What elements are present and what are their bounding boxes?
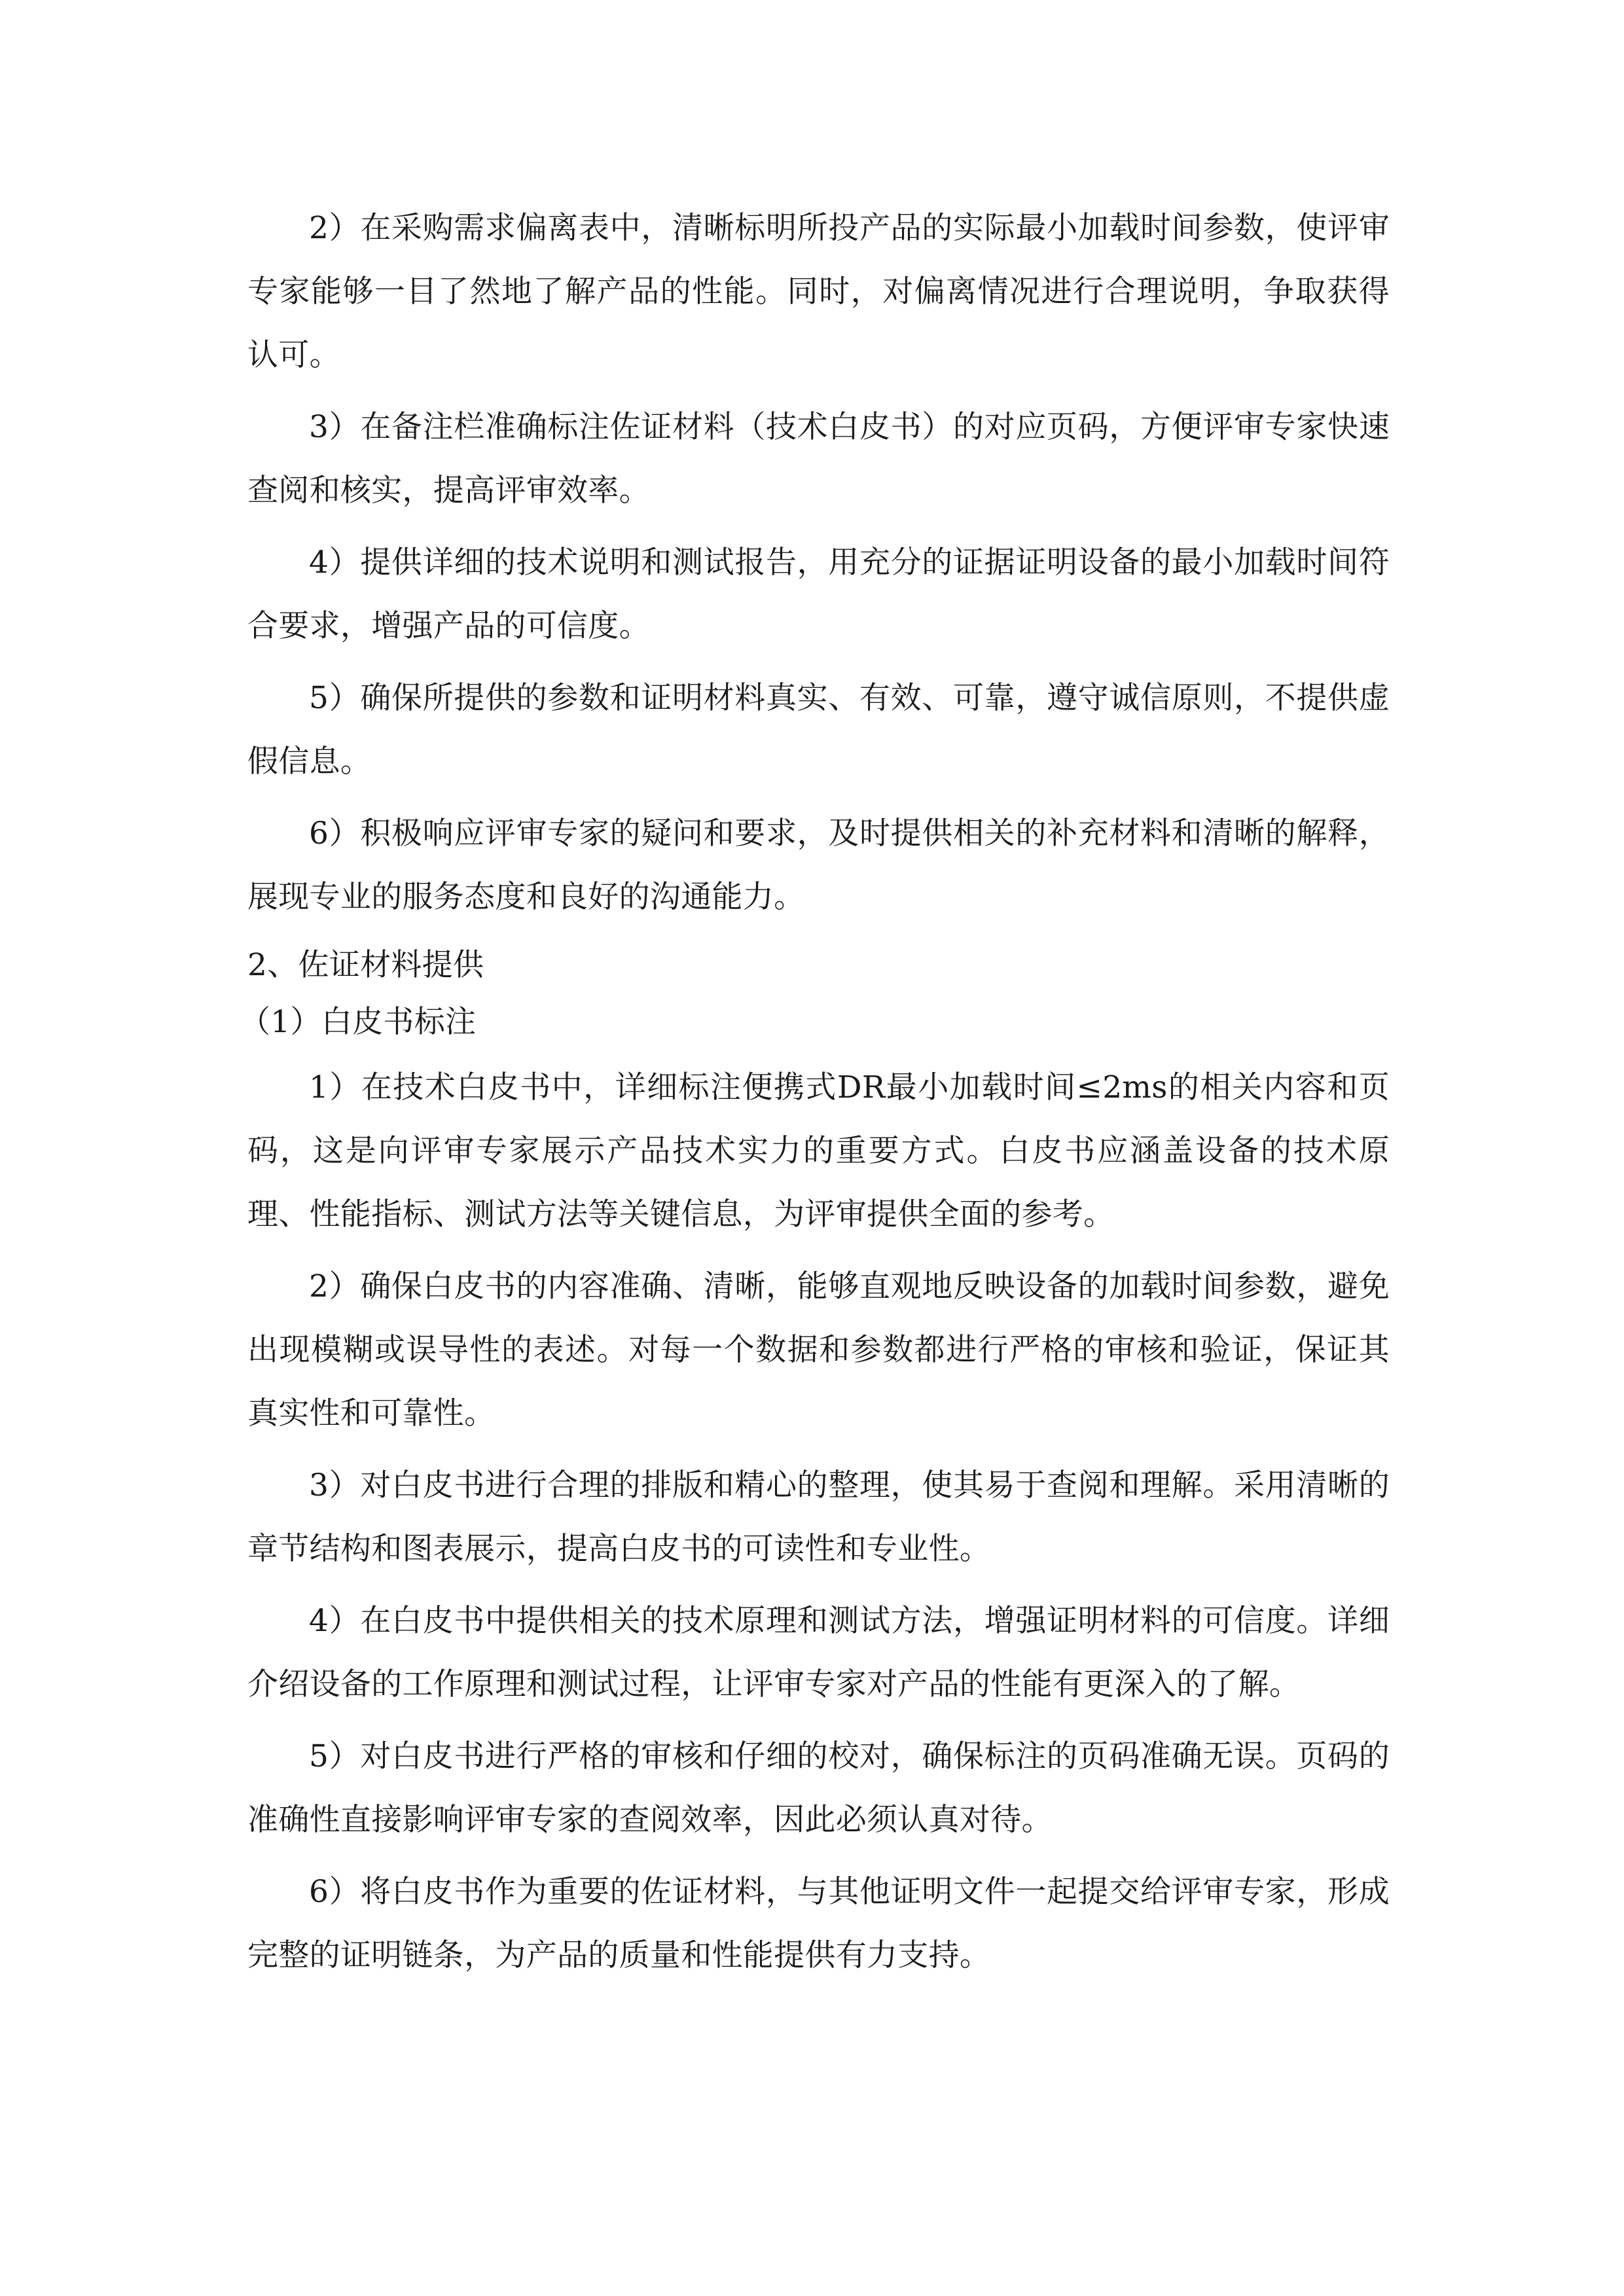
paragraph-item: 6）积极响应评审专家的疑问和要求，及时提供相关的补充材料和清晰的解释，展现专业的服务态度和良好的沟通能力。 (247, 816, 1390, 915)
paragraph-item: 3）在备注栏准确标注佐证材料（技术白皮书）的对应页码，方便评审专家快速查阅和核实，提高评审效率。 (247, 409, 1390, 509)
paragraph-item: 5）对白皮书进行严格的审核和仔细的校对，确保标注的页码准确无误。页码的准确性直接影响评审专家的查阅效率，因此必须认真对待。 (247, 1738, 1390, 1838)
paragraph-item: 3）对白皮书进行合理的排版和精心的整理，使其易于查阅和理解。采用清晰的章节结构和图表展示，提高白皮书的可读性和专业性。 (247, 1467, 1390, 1567)
subsection-heading: （1）白皮书标注 (240, 1004, 477, 1040)
paragraph-item: 5）确保所提供的参数和证明材料真实、有效、可靠，遵守诚信原则，不提供虚假信息。 (247, 680, 1390, 780)
paragraph-item: 4）提供详细的技术说明和测试报告，用充分的证据证明设备的最小加载时间符合要求，增强产品的可信度。 (247, 545, 1390, 644)
paragraph-item: 1）在技术白皮书中，详细标注便携式DR最小加载时间≤2ms的相关内容和页码，这是向评审专家展示产品技术实力的重要方式。白皮书应涵盖设备的技术原理、性能指标、测试方法等关键信息，为评审提供全面的参考。 (247, 1069, 1390, 1232)
paragraph-item: 6）将白皮书作为重要的佐证材料，与其他证明文件一起提交给评审专家，形成完整的证明链条，为产品的质量和性能提供有力支持。 (247, 1874, 1390, 1973)
paragraph-item: 2）确保白皮书的内容准确、清晰，能够直观地反映设备的加载时间参数，避免出现模糊或误导性的表述。对每一个数据和参数都进行严格的审核和验证，保证其真实性和可靠性。 (247, 1268, 1390, 1431)
document-body (240, 196, 1390, 1996)
paragraph-item: 2）在采购需求偏离表中，清晰标明所投产品的实际最小加载时间参数，使评审专家能够一目了然地了解产品的性能。同时，对偏离情况进行合理说明，争取获得认可。 (247, 210, 1390, 373)
paragraph-item: 4）在白皮书中提供相关的技术原理和测试方法，增强证明材料的可信度。详细介绍设备的工作原理和测试过程，让评审专家对产品的性能有更深入的了解。 (247, 1603, 1390, 1702)
section-heading: 2、佐证材料提供 (247, 947, 484, 983)
